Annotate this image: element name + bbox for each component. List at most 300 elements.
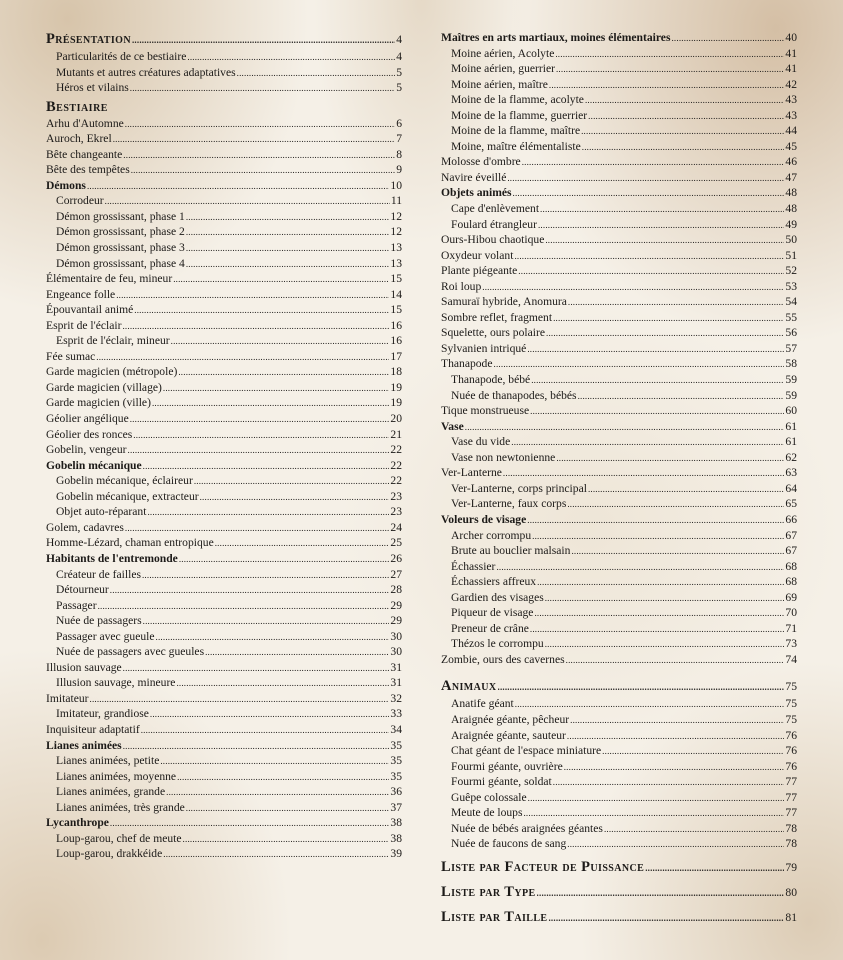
toc-entry-navire-eveille[interactable] [441, 170, 797, 186]
toc-entry-echassier[interactable] [441, 559, 797, 575]
toc-entry-zombie-ours-des-cavernes[interactable] [441, 652, 797, 668]
toc-entry-thanapode-bebe[interactable] [441, 372, 797, 388]
toc-entry-page-number: 10 [390, 178, 402, 192]
toc-entry-page-number: 20 [390, 412, 402, 426]
toc-entry-sylvanien-intrique[interactable] [441, 341, 797, 357]
toc-entry-label: Moine aérien, Acolyte [451, 46, 555, 60]
toc-entry-page-number: 43 [785, 108, 797, 122]
toc-entry-label: Nuée de faucons de sang [451, 837, 567, 851]
toc-entry-heros-et-vilains[interactable] [46, 80, 402, 96]
toc-entry-foulard-etrangleur[interactable] [441, 217, 797, 233]
dot-leader [503, 465, 784, 482]
toc-entry-label: Sombre reflet, fragment [441, 310, 553, 324]
toc-entry-voleurs-de-visage[interactable] [441, 512, 797, 528]
toc-entry-mutants-et-autres-creatures-adaptatives[interactable] [46, 65, 402, 81]
toc-entry-page-number: 21 [390, 427, 402, 441]
toc-entry-page-number: 31 [390, 660, 402, 674]
toc-entry-esprit-de-l-eclair-mineur[interactable] [46, 333, 402, 349]
toc-entry-page-number: 77 [785, 806, 797, 820]
toc-entry-page-number: 4 [396, 50, 402, 63]
dot-leader [176, 675, 389, 692]
toc-entry-detourneur[interactable] [46, 582, 402, 598]
toc-entry-label: Nuée de thanapodes, bébés [451, 388, 577, 402]
dot-leader [528, 790, 785, 807]
toc-entry-label: Brute au bouclier malsain [451, 544, 571, 558]
toc-entry-page-number: 11 [390, 194, 402, 208]
toc-entry-tique-monstrueuse[interactable] [441, 403, 797, 419]
toc-entry-page-number: 28 [390, 583, 402, 597]
dot-leader [110, 815, 389, 832]
dot-leader [530, 621, 785, 638]
toc-entry-molosse-d-ombre[interactable] [441, 154, 797, 170]
toc-entry-page-number: 61 [785, 435, 797, 449]
toc-entry-label: Gardien des visages [451, 590, 544, 604]
toc-entry-moine-de-la-flamme-guerrier[interactable] [441, 108, 797, 124]
toc-entry-label: Tique monstrueuse [441, 404, 530, 418]
dot-leader [186, 240, 390, 257]
toc-entry-inquisiteur-adaptatif[interactable] [46, 722, 402, 738]
toc-entry-label: Esprit de l'éclair [46, 318, 122, 332]
toc-entry-createur-de-failles[interactable] [46, 567, 402, 583]
dot-leader [548, 908, 784, 927]
toc-entry-thanapode[interactable] [441, 356, 797, 372]
toc-entry-page-number: 17 [390, 349, 402, 363]
toc-entry-page-number: 80 [785, 885, 797, 899]
toc-entry-lianes-animees-tres-grande[interactable] [46, 800, 402, 816]
dot-leader [141, 722, 390, 739]
toc-entry-page-number: 66 [785, 512, 797, 526]
toc-entry-esprit-de-l-eclair[interactable] [46, 318, 402, 334]
toc-entry-label: Golem, cadavres [46, 520, 124, 534]
toc-entry-page-number: 67 [785, 528, 797, 542]
toc-entry-page-number: 22 [390, 474, 402, 488]
toc-entry-page-number: 12 [390, 209, 402, 223]
toc-entry-label: Nuée de bébés araignées géantes [451, 821, 603, 835]
toc-entry-passager-avec-gueule[interactable] [46, 629, 402, 645]
toc-entry-page-number: 48 [785, 202, 797, 216]
toc-entry-nuee-de-thanapodes-bebes[interactable] [441, 388, 797, 404]
toc-entry-page-number: 77 [785, 790, 797, 804]
toc-entry-lycanthrope[interactable] [46, 815, 402, 831]
toc-entry-label: Molosse d'ombre [441, 155, 521, 169]
dot-leader [498, 677, 785, 696]
toc-entry-label: Esprit de l'éclair, mineur [56, 334, 170, 348]
toc-entry-fourmi-geante-soldat[interactable] [441, 774, 797, 790]
toc-entry-label: Démon grossissant, phase 3 [56, 241, 185, 255]
toc-entry-fourmi-geante-ouvriere[interactable] [441, 759, 797, 775]
dot-leader [171, 333, 390, 350]
toc-entry-lianes-animees-moyenne[interactable] [46, 769, 402, 785]
toc-entry-fee-sumac[interactable] [46, 349, 402, 365]
dot-leader [183, 831, 390, 848]
toc-entry-vase[interactable] [441, 419, 797, 435]
toc-entry-label: Bête changeante [46, 147, 123, 161]
toc-entry-page-number: 77 [785, 775, 797, 789]
toc-entry-moine-aerien-guerrier[interactable] [441, 61, 797, 77]
toc-entry-page-number: 13 [390, 256, 402, 270]
toc-entry-page-number: 64 [785, 481, 797, 495]
toc-entry-liste-par-taille[interactable] [441, 908, 797, 927]
toc-entry-page-number: 46 [785, 155, 797, 169]
dot-leader [567, 836, 784, 853]
toc-entry-label: Thanapode [441, 357, 493, 371]
toc-entry-arhu-d-automne[interactable] [46, 116, 402, 132]
toc-entry-engeance-folle[interactable] [46, 287, 402, 303]
toc-entry-label: Samuraï hybride, Anomura [441, 295, 567, 309]
toc-entry-meute-de-loups[interactable] [441, 805, 797, 821]
dot-leader [122, 318, 389, 335]
toc-entry-page-number: 45 [785, 139, 797, 153]
toc-entry-page-number: 70 [785, 606, 797, 620]
dot-leader [571, 543, 784, 560]
dot-leader [553, 774, 785, 791]
toc-entry-lianes-animees[interactable] [46, 738, 402, 754]
toc-entry-page-number: 41 [785, 62, 797, 76]
toc-entry-anatife-geant[interactable] [441, 696, 797, 712]
toc-entry-garde-magicien-metropole[interactable] [46, 364, 402, 380]
toc-entry-particularites-de-ce-bestiaire[interactable] [46, 49, 402, 65]
toc-entry-imitateur-grandiose[interactable] [46, 706, 402, 722]
dot-leader [205, 644, 389, 661]
toc-entry-liste-par-type[interactable] [441, 883, 797, 902]
toc-entry-label: Liste par Type [441, 883, 536, 900]
dot-leader [113, 131, 396, 148]
toc-entry-squelette-ours-polaire[interactable] [441, 325, 797, 341]
dot-leader [537, 883, 785, 902]
toc-entry-page-number: 51 [785, 248, 797, 262]
toc-entry-label: Maîtres en arts martiaux, moines élémentaires [441, 31, 671, 44]
toc-entry-label: Anatife géant [451, 697, 514, 711]
toc-entry-loup-garou-drakkeide[interactable] [46, 846, 402, 862]
toc-entry-label: Lianes animées, grande [56, 785, 166, 799]
dot-leader [110, 582, 390, 599]
toc-entry-label: Moine de la flamme, guerrier [451, 108, 588, 122]
toc-entry-loup-garou-chef-de-meute[interactable] [46, 831, 402, 847]
toc-entry-label: Arhu d'Automne [46, 116, 124, 130]
toc-entry-piqueur-de-visage[interactable] [441, 605, 797, 621]
toc-entry-archer-corrompu[interactable] [441, 528, 797, 544]
toc-entry-label: Vase [441, 419, 464, 433]
toc-entry-page-number: 36 [390, 785, 402, 799]
dot-leader [237, 65, 396, 82]
toc-entry-lianes-animees-grande[interactable] [46, 784, 402, 800]
toc-entry-vase-non-newtonienne[interactable] [441, 450, 797, 466]
dot-leader [540, 201, 784, 218]
toc-entry-label: Corrodeur [56, 194, 104, 208]
dot-leader [143, 613, 390, 630]
toc-entry-samurai-hybride-anomura[interactable] [441, 294, 797, 310]
toc-entry-demon-grossissant-phase-3[interactable] [46, 240, 402, 256]
toc-entry-label: Héros et vilains [56, 81, 129, 95]
dot-leader [134, 302, 389, 319]
toc-entry-label: Échassier [451, 559, 496, 573]
toc-entry-corrodeur[interactable] [46, 193, 402, 209]
toc-entry-araignee-geante-pecheur[interactable] [441, 712, 797, 728]
toc-entry-page-number: 25 [390, 536, 402, 550]
dot-leader [513, 185, 785, 202]
toc-entry-nuee-de-passagers[interactable] [46, 613, 402, 629]
toc-entry-label: Présentation [46, 31, 131, 47]
toc-entry-page-number: 75 [785, 680, 797, 694]
dot-leader [130, 80, 395, 97]
toc-entry-page-number: 22 [390, 443, 402, 457]
dot-leader [514, 248, 784, 265]
dot-leader [556, 450, 784, 467]
toc-entry-elementaire-de-feu-mineur[interactable] [46, 271, 402, 287]
toc-entry-page-number: 55 [785, 310, 797, 324]
toc-entry-demon-grossissant-phase-2[interactable] [46, 224, 402, 240]
dot-leader [130, 411, 390, 428]
toc-entry-page-number: 26 [390, 551, 402, 565]
toc-entry-brute-au-bouclier-malsain[interactable] [441, 543, 797, 559]
toc-entry-moine-de-la-flamme-acolyte[interactable] [441, 92, 797, 108]
toc-entry-ver-lanterne-corps-principal[interactable] [441, 481, 797, 497]
toc-entry-page-number: 22 [390, 458, 402, 472]
toc-entry-label: Navire éveillé [441, 170, 507, 184]
dot-leader [200, 489, 390, 506]
toc-entry-label: Cape d'enlèvement [451, 202, 540, 216]
toc-entry-page-number: 15 [390, 272, 402, 286]
dot-leader [585, 92, 784, 109]
dot-leader [482, 279, 784, 296]
toc-entry-echassiers-affreux[interactable] [441, 574, 797, 590]
toc-entry-page-number: 76 [785, 759, 797, 773]
toc-entry-page-number: 81 [785, 910, 797, 924]
dot-leader [581, 123, 784, 140]
toc-entry-page-number: 44 [785, 124, 797, 138]
dot-leader [143, 458, 390, 475]
toc-entry-nuee-de-bebes-araignees-geantes[interactable] [441, 821, 797, 837]
toc-entry-label: Garde magicien (métropole) [46, 365, 178, 379]
toc-entry-label: Objets animés [441, 186, 512, 200]
toc-entry-label: Animaux [441, 678, 497, 695]
dot-leader [564, 759, 785, 776]
toc-entry-page-number: 75 [785, 697, 797, 711]
toc-entry-objet-auto-reparant[interactable] [46, 504, 402, 520]
toc-entry-preneur-de-crane[interactable] [441, 621, 797, 637]
toc-entry-habitants-de-l-entremonde[interactable] [46, 551, 402, 567]
dot-leader [556, 61, 784, 78]
toc-entry-label: Araignée géante, sauteur [451, 728, 566, 742]
toc-entry-page-number: 68 [785, 559, 797, 573]
dot-leader [568, 294, 785, 311]
toc-entry-page-number: 65 [785, 497, 797, 511]
toc-entry-oxydeur-volant[interactable] [441, 248, 797, 264]
toc-entry-page-number: 54 [785, 295, 797, 309]
dot-leader [511, 434, 784, 451]
toc-entry-page-number: 19 [390, 380, 402, 394]
dot-leader [177, 769, 389, 786]
toc-entry-gobelin-mecanique[interactable] [46, 458, 402, 474]
dot-leader [527, 341, 784, 358]
toc-entry-moine-de-la-flamme-maitre[interactable] [441, 123, 797, 139]
toc-entry-label: Ours-Hibou chaotique [441, 233, 545, 247]
dot-leader [588, 108, 784, 125]
toc-entry-label: Nuée de passagers [56, 614, 142, 628]
toc-entry-ver-lanterne[interactable] [441, 465, 797, 481]
toc-entry-thezos-le-corrompu[interactable] [441, 636, 797, 652]
toc-entry-gobelin-mecanique-extracteur[interactable] [46, 489, 402, 505]
dot-leader [116, 287, 389, 304]
toc-entry-guepe-colossale[interactable] [441, 790, 797, 806]
toc-entry-page-number: 52 [785, 264, 797, 278]
toc-entry-nuee-de-passagers-avec-gueules[interactable] [46, 644, 402, 660]
toc-entry-label: Lycanthrope [46, 816, 109, 830]
toc-entry-label: Lianes animées [46, 738, 122, 752]
toc-entry-geolier-des-ronces[interactable] [46, 427, 402, 443]
toc-entry-label: Moine de la flamme, maître [451, 124, 581, 138]
toc-entry-golem-cadavres[interactable] [46, 520, 402, 536]
toc-entry-auroch-ekrel[interactable] [46, 131, 402, 147]
dot-leader [173, 271, 389, 288]
dot-leader [142, 567, 389, 584]
toc-entry-liste-par-facteur-de-puissance[interactable] [441, 858, 797, 877]
toc-entry-label: Imitateur, grandiose [56, 707, 149, 721]
toc-entry-sombre-reflet-fragment[interactable] [441, 310, 797, 326]
toc-entry-roi-loup[interactable] [441, 279, 797, 295]
toc-entry-label: Épouvantail animé [46, 303, 134, 317]
dot-leader [604, 821, 784, 838]
toc-entry-passager[interactable] [46, 598, 402, 614]
toc-entry-moine-aerien-acolyte[interactable] [441, 46, 797, 62]
toc-entry-page-number: 38 [390, 831, 402, 845]
toc-entry-page-number: 50 [785, 233, 797, 247]
toc-entry-araignee-geante-sauteur[interactable] [441, 728, 797, 744]
toc-entry-label: Passager avec gueule [56, 629, 155, 643]
dot-leader [152, 395, 389, 412]
toc-entry-page-number: 24 [390, 520, 402, 534]
toc-entry-epouvantail-anime[interactable] [46, 302, 402, 318]
toc-entry-gardien-des-visages[interactable] [441, 590, 797, 606]
toc-entry-label: Illusion sauvage [46, 660, 122, 674]
toc-entry-label: Liste par Facteur de Puissance [441, 858, 645, 875]
toc-entry-gobelin-mecanique-eclaireur[interactable] [46, 473, 402, 489]
toc-entry-demon-grossissant-phase-1[interactable] [46, 209, 402, 225]
toc-entry-label: Piqueur de visage [451, 606, 534, 620]
toc-entry-label: Archer corrompu [451, 528, 532, 542]
toc-entry-page-number: 7 [396, 132, 402, 146]
toc-entry-page-number: 33 [390, 707, 402, 721]
toc-entry-page-number: 68 [785, 575, 797, 589]
dot-leader [537, 574, 784, 591]
toc-entry-animaux[interactable] [441, 677, 797, 696]
toc-entry-label: Voleurs de visage [441, 512, 527, 526]
toc-entry-page-number: 59 [785, 388, 797, 402]
dot-leader [522, 154, 785, 171]
toc-entry-ver-lanterne-faux-corps[interactable] [441, 496, 797, 512]
dot-leader [578, 388, 785, 405]
toc-entry-label: Gobelin mécanique [46, 458, 142, 472]
toc-entry-ours-hibou-chaotique[interactable] [441, 232, 797, 248]
toc-entry-page-number: 14 [390, 287, 402, 301]
toc-entry-lianes-animees-petite[interactable] [46, 753, 402, 769]
toc-entry-label: Passager [56, 598, 97, 612]
toc-entry-geolier-angelique[interactable] [46, 411, 402, 427]
dot-leader [515, 696, 785, 713]
toc-entry-page-number: 59 [785, 373, 797, 387]
toc-entry-label: Chat géant de l'espace miniature [451, 744, 602, 758]
toc-entry-page-number: 79 [785, 860, 797, 874]
toc-entry-page-number: 15 [390, 303, 402, 317]
toc-entry-bete-changeante[interactable] [46, 147, 402, 163]
dot-leader [166, 784, 389, 801]
toc-entry-page-number: 30 [390, 629, 402, 643]
toc-entry-page-number: 43 [785, 93, 797, 107]
toc-entry-label: Ver-Lanterne, faux corps [451, 497, 567, 511]
dot-leader [546, 325, 784, 342]
toc-entry-moine-aerien-maitre[interactable] [441, 77, 797, 93]
dot-leader [545, 590, 785, 607]
toc-entry-page-number: 49 [785, 217, 797, 231]
toc-entry-garde-magicien-ville[interactable] [46, 395, 402, 411]
toc-entry-page-number: 47 [785, 170, 797, 184]
toc-entry-label: Échassiers affreux [451, 575, 537, 589]
toc-entry-page-number: 41 [785, 46, 797, 60]
toc-entry-page-number: 63 [785, 466, 797, 480]
toc-entry-presentation[interactable] [46, 30, 402, 49]
toc-entry-plante-piegeante[interactable] [441, 263, 797, 279]
dot-leader [132, 30, 395, 49]
toc-column-right [441, 30, 797, 927]
toc-entry-nuee-de-faucons-de-sang[interactable] [441, 836, 797, 852]
toc-entry-label: Liste par Taille [441, 908, 548, 925]
dot-leader [186, 209, 390, 226]
dot-leader [465, 419, 785, 436]
toc-entry-label: Démons [46, 178, 86, 192]
toc-entry-label: Plante piégeante [441, 264, 518, 278]
toc-entry-label: Oxydeur volant [441, 248, 514, 262]
toc-entry-page-number: 23 [390, 505, 402, 519]
toc-entry-cape-d-enlevement[interactable] [441, 201, 797, 217]
toc-entry-page-number: 39 [390, 847, 402, 861]
toc-entry-objets-animes[interactable] [441, 185, 797, 201]
toc-entry-label: Garde magicien (ville) [46, 396, 151, 410]
toc-entry-label: Loup-garou, chef de meute [56, 831, 182, 845]
toc-entry-homme-lezard-chaman-entropique[interactable] [46, 535, 402, 551]
dot-leader [555, 46, 784, 63]
toc-entry-label: Illusion sauvage, mineure [56, 676, 176, 690]
dot-leader [553, 310, 784, 327]
toc-entry-imitateur[interactable] [46, 691, 402, 707]
toc-entry-label: Lianes animées, petite [56, 754, 160, 768]
dot-leader [588, 481, 784, 498]
toc-entry-page-number: 23 [390, 489, 402, 503]
toc-column-left [46, 30, 402, 862]
dot-leader [530, 403, 784, 420]
toc-entry-vase-du-vide[interactable] [441, 434, 797, 450]
toc-entry-illusion-sauvage-mineure[interactable] [46, 675, 402, 691]
toc-entry-demon-grossissant-phase-4[interactable] [46, 256, 402, 272]
toc-entry-demons[interactable] [46, 178, 402, 194]
toc-entry-chat-geant-de-l-espace-miniature[interactable] [441, 743, 797, 759]
toc-entry-moine-maitre-elementaliste[interactable] [441, 139, 797, 155]
toc-entry-gobelin-vengeur[interactable] [46, 442, 402, 458]
dot-leader [567, 496, 784, 513]
toc-entry-label: Vase non newtonienne [451, 450, 556, 464]
toc-entry-label: Ver-Lanterne [441, 466, 502, 480]
dot-leader [98, 598, 390, 615]
toc-entry-maitres-en-arts-martiaux-moines-elementaires[interactable] [441, 30, 797, 46]
toc-entry-garde-magicien-village[interactable] [46, 380, 402, 396]
toc-entry-page-number: 76 [785, 744, 797, 758]
toc-entry-label: Gobelin mécanique, éclaireur [56, 474, 193, 488]
dot-leader [518, 263, 784, 280]
toc-entry-illusion-sauvage[interactable] [46, 660, 402, 676]
toc-entry-bete-des-tempetes[interactable] [46, 162, 402, 178]
toc-entry-page-number: 16 [390, 318, 402, 332]
toc-entry-label: Géolier angélique [46, 412, 129, 426]
toc-entry-label: Inquisiteur adaptatif [46, 722, 140, 736]
